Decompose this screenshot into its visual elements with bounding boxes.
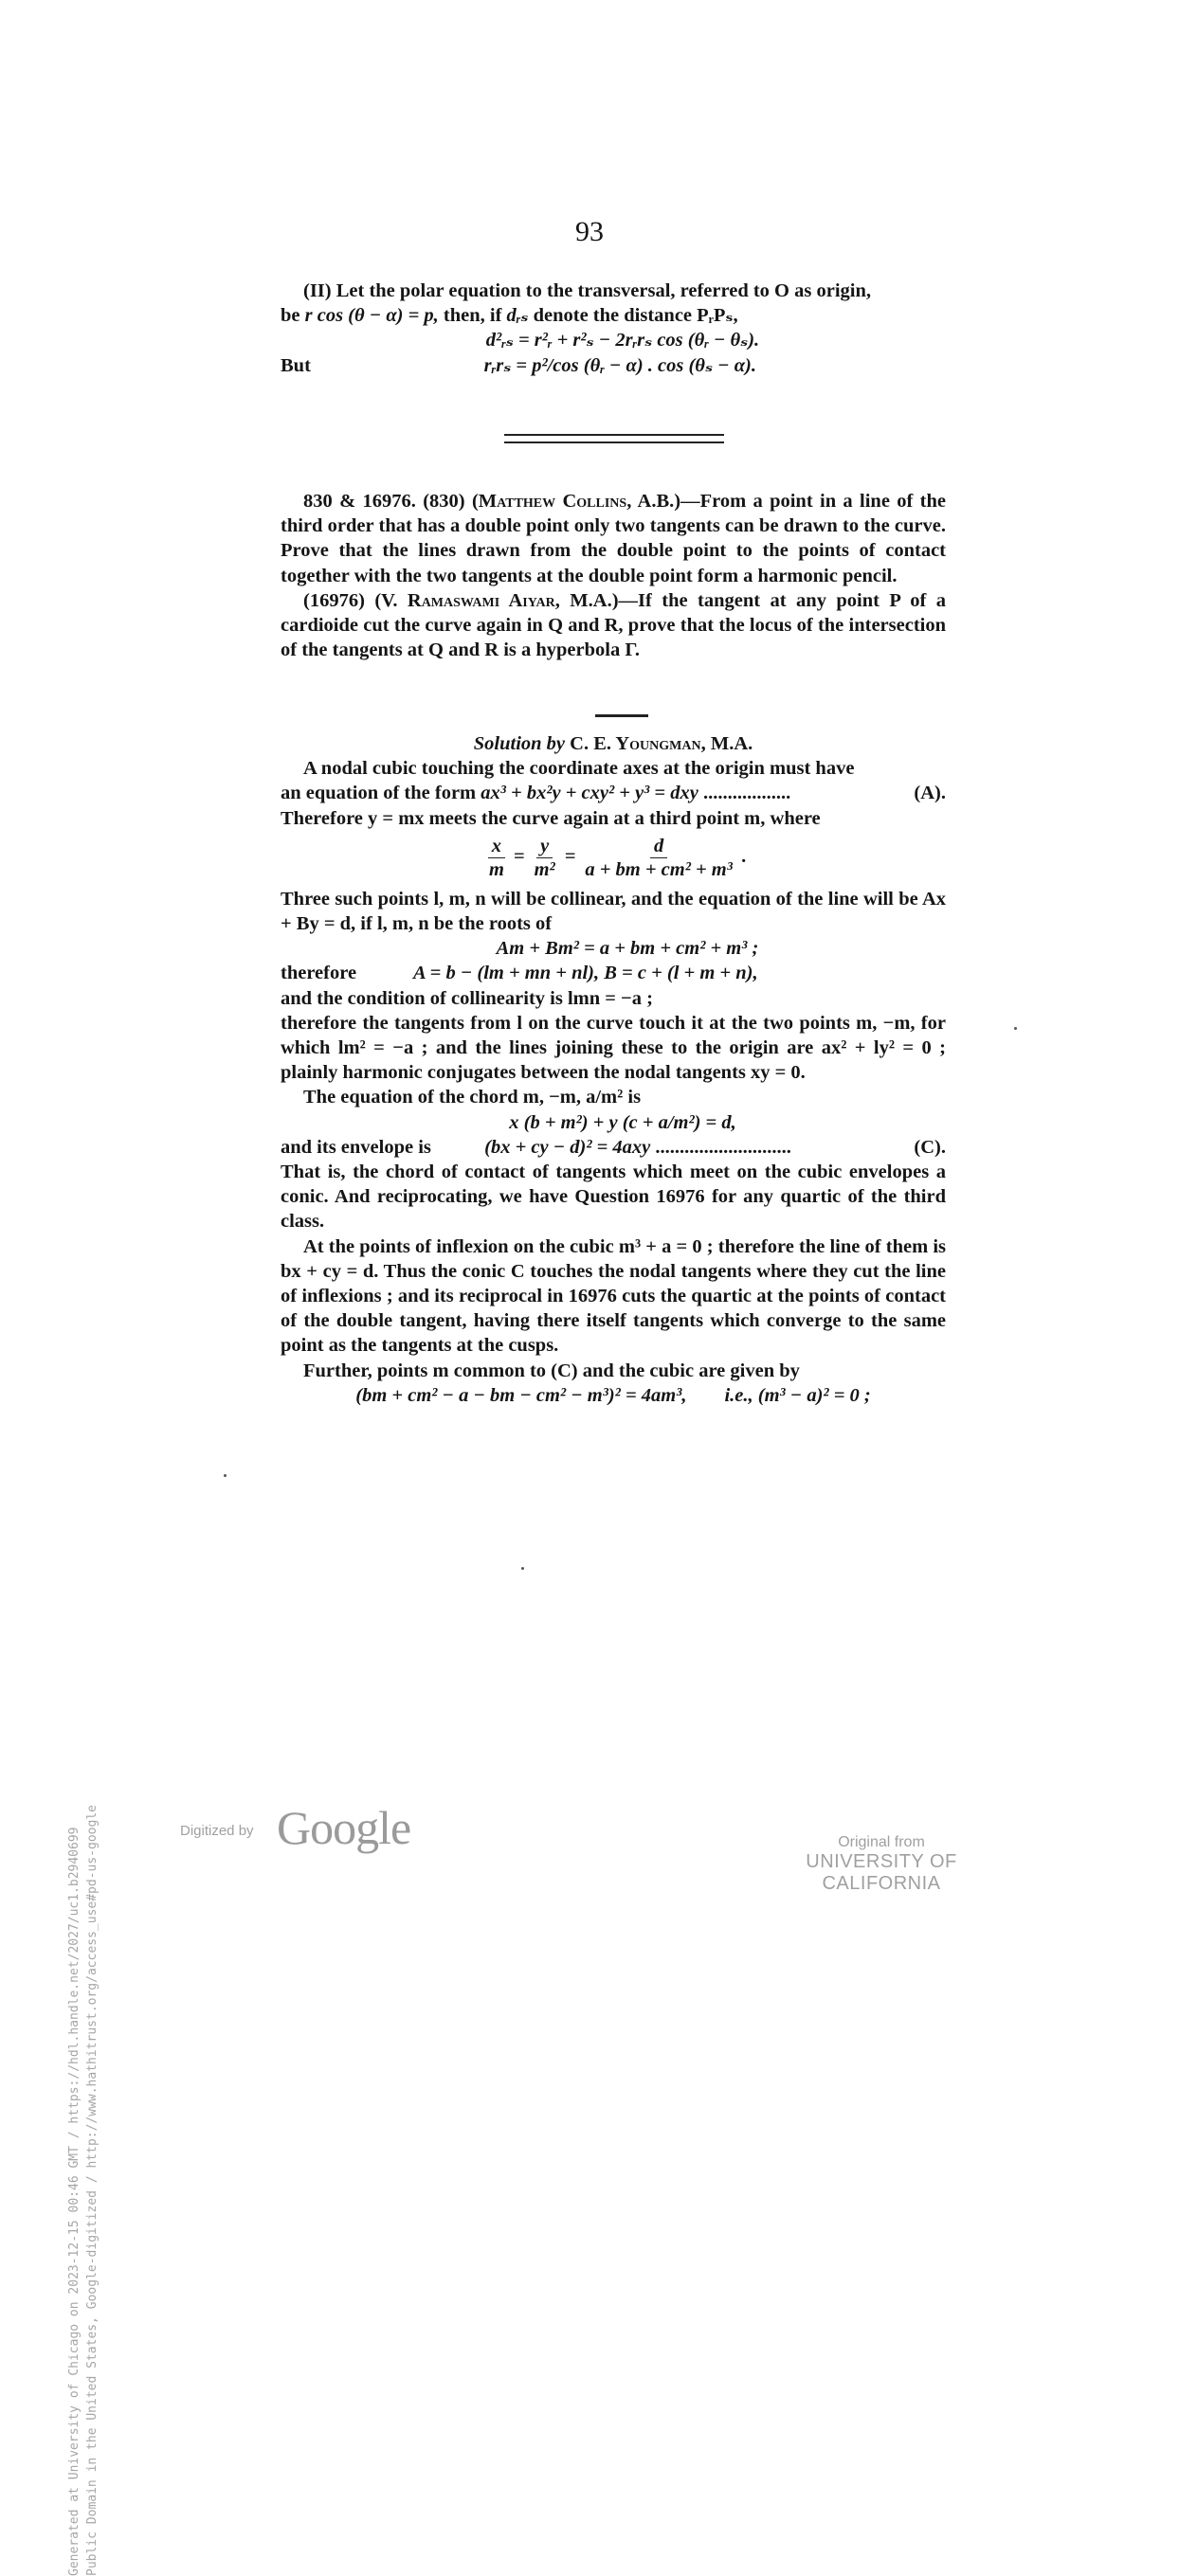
question-block — [281, 489, 946, 662]
equation-a: ax³ + bx²y + cxy² + y³ = dxy — [481, 783, 698, 804]
short-rule — [595, 714, 648, 717]
equation-chord: x (b + m²) + y (c + a/m²) = d, — [509, 1111, 736, 1133]
solution-p9: Further, points m common to (C) and the cubic are given by — [303, 1360, 800, 1381]
margin-watermark — [65, 776, 101, 2576]
fraction-3: $\frac{d}{\text{a + bm + cm² + m³}}$ — [585, 835, 733, 880]
question-author-2: (V. Ramaswami Aiyar, M.A.) — [374, 589, 619, 611]
scan-speck — [521, 1567, 524, 1570]
final-equation-row — [281, 1383, 946, 1408]
equation-final: (bm + cm² − a − bm − cm² − m³)² = 4am³, — [355, 1384, 687, 1406]
solution-p5: therefore the tangents from l on the curve touch it at the two points m, −m, for which lm² = −a ; and the lines joining these to the origin are ax² + ly² = 0 ; plainly harmonic conjugates between the nodal tangents xy = 0. — [281, 1012, 946, 1084]
google-logo: Google — [277, 1801, 411, 1854]
watermark-line2: Public Domain in the United States, Google-digitized / http://www.hathitrust.org/access_use#pd-us-google — [85, 1805, 100, 2576]
digitized-by-label: Digitized by — [180, 1823, 254, 1839]
question-author-1: (Matthew Collins, A.B.) — [471, 491, 681, 512]
scan-speck — [224, 1474, 227, 1477]
equation-envelope: (bx + cy − d)² = 4axy — [484, 1136, 651, 1158]
equation-roots: Am + Bm² = a + bm + cm² + m³ ; — [496, 938, 759, 960]
question-16976: (16976) (V. Ramaswami Aiyar, M.A.)—If the tangent at any point P of a cardioide cut the curve again in Q and R, prove that the locus of the intersection of the tangents at Q and R is a hyperbola Γ. — [281, 589, 946, 661]
question-number: 830 & 16976. — [303, 491, 416, 512]
original-from-label: Original from — [838, 1834, 925, 1850]
fraction-2: $\frac{y}{\text{m²}}$ — [534, 835, 555, 880]
solution-p2: Therefore y = mx meets the curve again at a third point m, where — [281, 807, 821, 829]
equation-a-tag: (A). — [914, 783, 946, 804]
solution-p3: Three such points l, m, n will be collinear, and the equation of the line will be Ax + By = d, if l, m, n be the roots of — [281, 888, 946, 935]
solution-heading: Solution by C. E. Youngman, M.A. — [473, 733, 753, 754]
equation-c-tag: (C). — [914, 1136, 946, 1158]
part-two-block — [281, 279, 946, 378]
equation-a-row: an equation of the form ax³ + bx²y + cxy² + y³ = dxy .................. (A). — [281, 781, 946, 805]
institution-label: UNIVERSITY OF CALIFORNIA — [806, 1851, 957, 1894]
page-number: 93 — [575, 216, 604, 247]
solution-p4: and the condition of collinearity is lmn = −a ; — [281, 987, 653, 1009]
original-from-block — [749, 1834, 1014, 1895]
therefore-label: therefore — [281, 963, 357, 984]
section-double-rule — [504, 434, 724, 443]
but-row — [281, 353, 946, 378]
solution-p8: At the points of inflexion on the cubic m³ + a = 0 ; therefore the line of them is bx + cy = d. Thus the conic C touches the nodal tangents where they cut the line of inflexions ; and its reciprocal in 16976 cuts the quartic at the points of contact of the double tangent, having there itself tangents which converge to the same point as the tangents at the cusps. — [281, 1235, 946, 1357]
envelope-row: and its envelope is (bx + cy − d)² = 4axy ............................ (C). — [281, 1135, 946, 1160]
question-830: 830 & 16976. (830) (Matthew Collins, A.B.)—From a point in a line of the third order that has a double point only two tangents can be drawn to the curve. Prove that the lines drawn from the double point to the points of contact together with the two tangents at the double point form a harmonic pencil. — [281, 491, 947, 586]
scan-speck — [1014, 1027, 1017, 1030]
part-two-line1: (II) Let the polar equation to the transversal, referred to O as origin, — [303, 280, 871, 301]
solution-p6: The equation of the chord m, −m, a/m² is — [303, 1087, 642, 1108]
equation-distance: d²ᵣₛ = r²ᵣ + r²ₛ − 2rᵣrₛ cos (θᵣ − θₛ). — [485, 330, 760, 351]
part-two-line2: be r cos (θ − α) = p, then, if dᵣₛ denote the distance PᵣPₛ, — [281, 305, 738, 327]
fraction-1: $\frac{x}{m}$ — [488, 835, 504, 880]
but-label: But — [281, 354, 311, 376]
solution-p1: A nodal cubic touching the coordinate axes at the origin must have — [303, 758, 855, 780]
equation-product: rᵣrₛ = p²/cos (θᵣ − α) . cos (θₛ − α). — [483, 354, 756, 376]
equation-ab: A = b − (lm + mn + nl), B = c + (l + m + n), — [413, 963, 758, 984]
equation-final-result: i.e., (m³ − a)² = 0 ; — [724, 1384, 871, 1406]
solution-p7: That is, the chord of contact of tangents which meet on the cubic envelopes a conic. And reciprocating, we have Question 16976 for any quartic of the third class. — [281, 1162, 946, 1233]
fraction-equation: $\frac{x}{m}$ = $\frac{y}{\text{m²}}$ = $\frac{d}{\text{a + bm + cm² + m³}}$ . — [281, 835, 946, 881]
watermark-line1: Generated at University of Chicago on 2023-12-15 00:46 GMT / https://hdl.handle.net/2027/uc1.b2940699 — [67, 1827, 82, 2576]
therefore-row — [281, 961, 946, 985]
solution-block — [281, 731, 946, 1408]
